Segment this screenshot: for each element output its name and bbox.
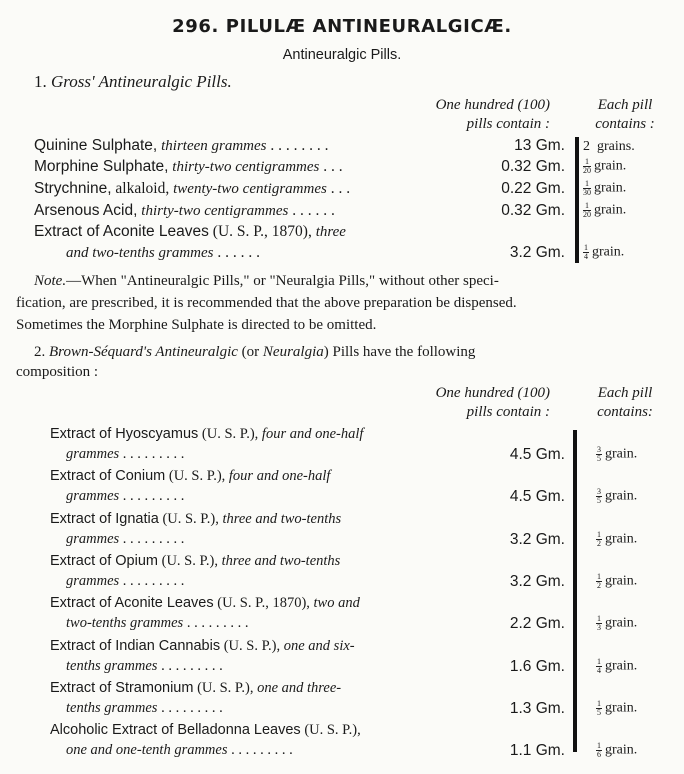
section2-dose [596, 531, 637, 548]
ingredient-name: Quinine Sulphate, [34, 137, 158, 154]
section2-row [50, 511, 341, 528]
ingredient-source: (U. S. P.), [223, 638, 281, 654]
fraction-numerator: 1 [585, 201, 589, 210]
ingredient-amount-text: tenths grammes [66, 658, 158, 674]
fraction-numerator: 1 [585, 179, 589, 188]
ingredient-name: Morphine Sulphate, [34, 158, 169, 175]
ingredient-amount-text: one and six- [283, 638, 355, 654]
ingredient-source: (U. S. P.), [304, 722, 361, 738]
dose-fraction [596, 742, 602, 759]
ingredient-amount-text: twenty-two centigrammes [173, 181, 327, 197]
dose-fraction [583, 244, 589, 261]
dose-fraction [596, 446, 602, 463]
section2-intro-text: ) Pills have the following [323, 344, 476, 360]
ingredient-amount-text: three and two-tenths [222, 511, 342, 527]
section2-row-continuation: tenths grammes . . . . . . . . . [66, 658, 223, 674]
section2-dose [596, 488, 637, 505]
ingredient-name: Extract of Conium [50, 468, 166, 484]
ingredient-amount-text: two-tenths grammes [66, 615, 184, 631]
dose-number: 2 [583, 139, 590, 154]
section2-title: Brown-Séquard's Antineuralgic [49, 344, 238, 360]
note-line: Sometimes the Morphine Sulphate is directed to be omitted. [16, 317, 377, 333]
section2-qty: 2.2 Gm. [509, 615, 565, 632]
ingredient-name: Extract of Aconite Leaves [34, 223, 209, 240]
section2-qty: 1.3 Gm. [509, 700, 565, 717]
section1-row [34, 223, 346, 241]
section2-row [50, 722, 361, 739]
fraction-denominator: 2 [597, 539, 601, 548]
section2-qty: 1.6 Gm. [509, 658, 565, 675]
ingredient-amount-text: grammes [66, 531, 120, 547]
section1-title: Gross' Antineuralgic Pills. [51, 72, 232, 91]
dose-unit: grain. [605, 742, 638, 758]
section2-row-continuation: one and one-tenth grammes . . . . . . . . . [66, 742, 293, 758]
section1-qty: 3.2 Gm. [509, 244, 565, 261]
section1-number: 1. [34, 72, 47, 91]
section2-intro-line2: composition : [16, 364, 99, 380]
section2-qty: 3.2 Gm. [509, 531, 565, 548]
dose-unit: grain. [594, 180, 627, 196]
section2-dose [596, 573, 637, 590]
ingredient-amount-text: four and one-half [261, 426, 364, 442]
section2-intro [34, 342, 475, 362]
section1-column-head-each [580, 96, 670, 134]
ingredient-amount-text: one and three- [257, 680, 342, 696]
note-label: Note. [34, 273, 67, 289]
section1-dose [583, 244, 624, 261]
section1-column-head-total [400, 96, 550, 134]
ingredient-amount-text: two and [313, 595, 360, 611]
ingredient-form: alkaloid, [115, 180, 170, 197]
section1-dose [583, 139, 635, 155]
ingredient-amount-text: grammes [66, 488, 120, 504]
section1-col2-line2: contains : [595, 116, 655, 132]
note-line: fication, are prescribed, it is recommended that the above preparation be dispensed. [16, 295, 517, 311]
section2-qty: 1.1 Gm. [509, 742, 565, 759]
ingredient-name: Extract of Ignatia [50, 511, 159, 527]
section2-row [50, 426, 363, 443]
dose-fraction [596, 488, 602, 505]
section2-qty: 4.5 Gm. [509, 488, 565, 505]
section2-row [50, 468, 330, 485]
ingredient-name: Extract of Opium [50, 553, 158, 569]
section2-col2-line2: contains: [597, 404, 653, 420]
column-divider [575, 137, 579, 263]
ingredient-amount-text: thirteen grammes [161, 138, 267, 154]
dose-fraction [596, 573, 602, 590]
section2-row-continuation: grammes . . . . . . . . . [66, 531, 185, 547]
column-divider [573, 430, 577, 752]
section2-col2-line1: Each pill [597, 385, 653, 401]
fraction-denominator: 20 [583, 166, 591, 175]
fraction-numerator: 1 [597, 741, 601, 750]
section1-col1-line1: One hundred (100) [435, 97, 550, 113]
section2-row-continuation: grammes . . . . . . . . . [66, 488, 185, 504]
section1-qty: 0.32 Gm. [501, 158, 565, 175]
ingredient-amount-text: grammes [66, 573, 120, 589]
fraction-numerator: 1 [585, 157, 589, 166]
section2-qty: 4.5 Gm. [509, 446, 565, 463]
section1-dose [583, 158, 626, 175]
section1-qty: 0.22 Gm. [501, 180, 565, 197]
ingredient-name: Extract of Stramonium [50, 680, 194, 696]
section2-row-continuation: grammes . . . . . . . . . [66, 446, 185, 462]
ingredient-amount-text: four and one-half [228, 468, 331, 484]
section1-row: Quinine Sulphate, thirteen grammes . . . . . . . . [34, 137, 329, 154]
section1-qty: 0.32 Gm. [501, 202, 565, 219]
section2-col1-line2: pills contain : [466, 404, 550, 420]
section1-row: Strychnine, alkaloid, twenty-two centigrammes . . . [34, 180, 351, 197]
section2-dose [596, 446, 637, 463]
ingredient-source: (U. S. P.), [201, 426, 259, 442]
section2-number: 2. [34, 344, 46, 360]
fraction-denominator: 2 [597, 581, 601, 590]
note-line [34, 271, 499, 291]
dose-unit: grains. [597, 139, 635, 154]
ingredient-amount-text: grammes [66, 446, 120, 462]
page-subtitle: Antineuralgic Pills. [282, 47, 402, 63]
section2-row [50, 680, 341, 697]
section1-row: Morphine Sulphate, thirty-two centigrammes . . . [34, 158, 343, 175]
dose-fraction [596, 615, 602, 632]
fraction-denominator: 5 [597, 708, 601, 717]
ingredient-source: (U. S. P.), [168, 468, 226, 484]
section2-row [50, 595, 360, 612]
dose-fraction [596, 658, 602, 675]
ingredient-source: (U. S. P.), [162, 511, 219, 527]
ingredient-source: (U. S. P.), [197, 680, 254, 696]
section2-dose [596, 658, 637, 675]
ingredient-amount-text: and two-tenths grammes [66, 245, 214, 261]
dose-unit: grain. [594, 202, 627, 218]
fraction-denominator: 30 [583, 188, 591, 197]
section2-dose [596, 742, 637, 759]
section2-qty: 3.2 Gm. [509, 573, 565, 590]
dose-unit: grain. [605, 615, 638, 631]
fraction-denominator: 4 [584, 252, 588, 261]
section1-dose [583, 180, 626, 197]
section2-dose [596, 615, 637, 632]
dose-unit: grain. [605, 573, 638, 589]
section2-title-alt: Neuralgia [262, 344, 324, 360]
page-title: 296. PILULÆ ANTINEURALGICÆ. [172, 16, 512, 37]
section1-qty: 13 Gm. [514, 137, 565, 154]
ingredient-amount-text: three and two-tenths [221, 553, 341, 569]
fraction-denominator: 20 [583, 210, 591, 219]
dose-unit: grain. [605, 531, 638, 547]
dose-unit: grain. [605, 446, 638, 462]
ingredient-source: (U. S. P.), [161, 553, 219, 569]
fraction-numerator: 3 [597, 487, 601, 496]
dose-fraction [583, 202, 591, 219]
ingredient-amount-text: one and one-tenth grammes [66, 742, 228, 758]
ingredient-name: Alcoholic Extract of Belladonna Leaves [50, 722, 301, 738]
dose-unit: grain. [594, 158, 627, 174]
fraction-numerator: 1 [597, 614, 601, 623]
section2-column-head-total [400, 384, 550, 422]
ingredient-name: Extract of Hyoscyamus [50, 426, 199, 442]
dose-fraction [583, 158, 591, 175]
fraction-numerator: 1 [597, 530, 601, 539]
fraction-numerator: 1 [597, 657, 601, 666]
ingredient-name: Extract of Indian Cannabis [50, 638, 221, 654]
ingredient-amount-text: thirty-two centigrammes [172, 159, 320, 175]
section1-col2-line1: Each pill [597, 97, 653, 113]
fraction-denominator: 5 [597, 496, 601, 505]
section2-row-continuation: tenths grammes . . . . . . . . . [66, 700, 223, 716]
fraction-denominator: 3 [597, 623, 601, 632]
fraction-denominator: 5 [597, 454, 601, 463]
dose-fraction [583, 180, 591, 197]
ingredient-name: Extract of Aconite Leaves [50, 595, 214, 611]
section2-intro-text: (or [241, 344, 260, 360]
dose-unit: grain. [605, 488, 638, 504]
dose-fraction [596, 700, 602, 717]
section2-col1-line1: One hundred (100) [435, 385, 550, 401]
section2-row-continuation: two-tenths grammes . . . . . . . . . [66, 615, 249, 631]
section1-row-continuation: and two-tenths grammes . . . . . . [66, 244, 260, 261]
fraction-numerator: 1 [584, 243, 588, 252]
fraction-denominator: 6 [597, 750, 601, 759]
section2-row [50, 638, 355, 655]
ingredient-name: Arsenous Acid, [34, 202, 138, 219]
dose-unit: grain. [592, 244, 625, 260]
ingredient-source: (U. S. P., 1870), [217, 595, 310, 611]
section1-col1-line2: pills contain : [466, 116, 550, 132]
ingredient-name: Strychnine, [34, 180, 112, 197]
ingredient-amount-text: three [315, 224, 346, 240]
section1-row: Arsenous Acid, thirty-two centigrammes . . . . . . [34, 202, 335, 219]
fraction-numerator: 1 [597, 699, 601, 708]
dose-fraction [596, 531, 602, 548]
section2-dose [596, 700, 637, 717]
section2-row [50, 553, 340, 570]
ingredient-source: (U. S. P., 1870), [212, 223, 312, 240]
fraction-denominator: 4 [597, 666, 601, 675]
ingredient-amount-text: tenths grammes [66, 700, 158, 716]
section1-dose [583, 202, 626, 219]
section1-heading [34, 72, 232, 92]
fraction-numerator: 1 [597, 572, 601, 581]
fraction-numerator: 3 [597, 445, 601, 454]
note-text: —When "Antineuralgic Pills," or "Neuralgia Pills," without other speci- [66, 273, 499, 289]
section2-row-continuation: grammes . . . . . . . . . [66, 573, 185, 589]
dose-unit: grain. [605, 700, 638, 716]
dose-unit: grain. [605, 658, 638, 674]
section2-column-head-each [580, 384, 670, 422]
ingredient-amount-text: thirty-two centigrammes [141, 203, 289, 219]
